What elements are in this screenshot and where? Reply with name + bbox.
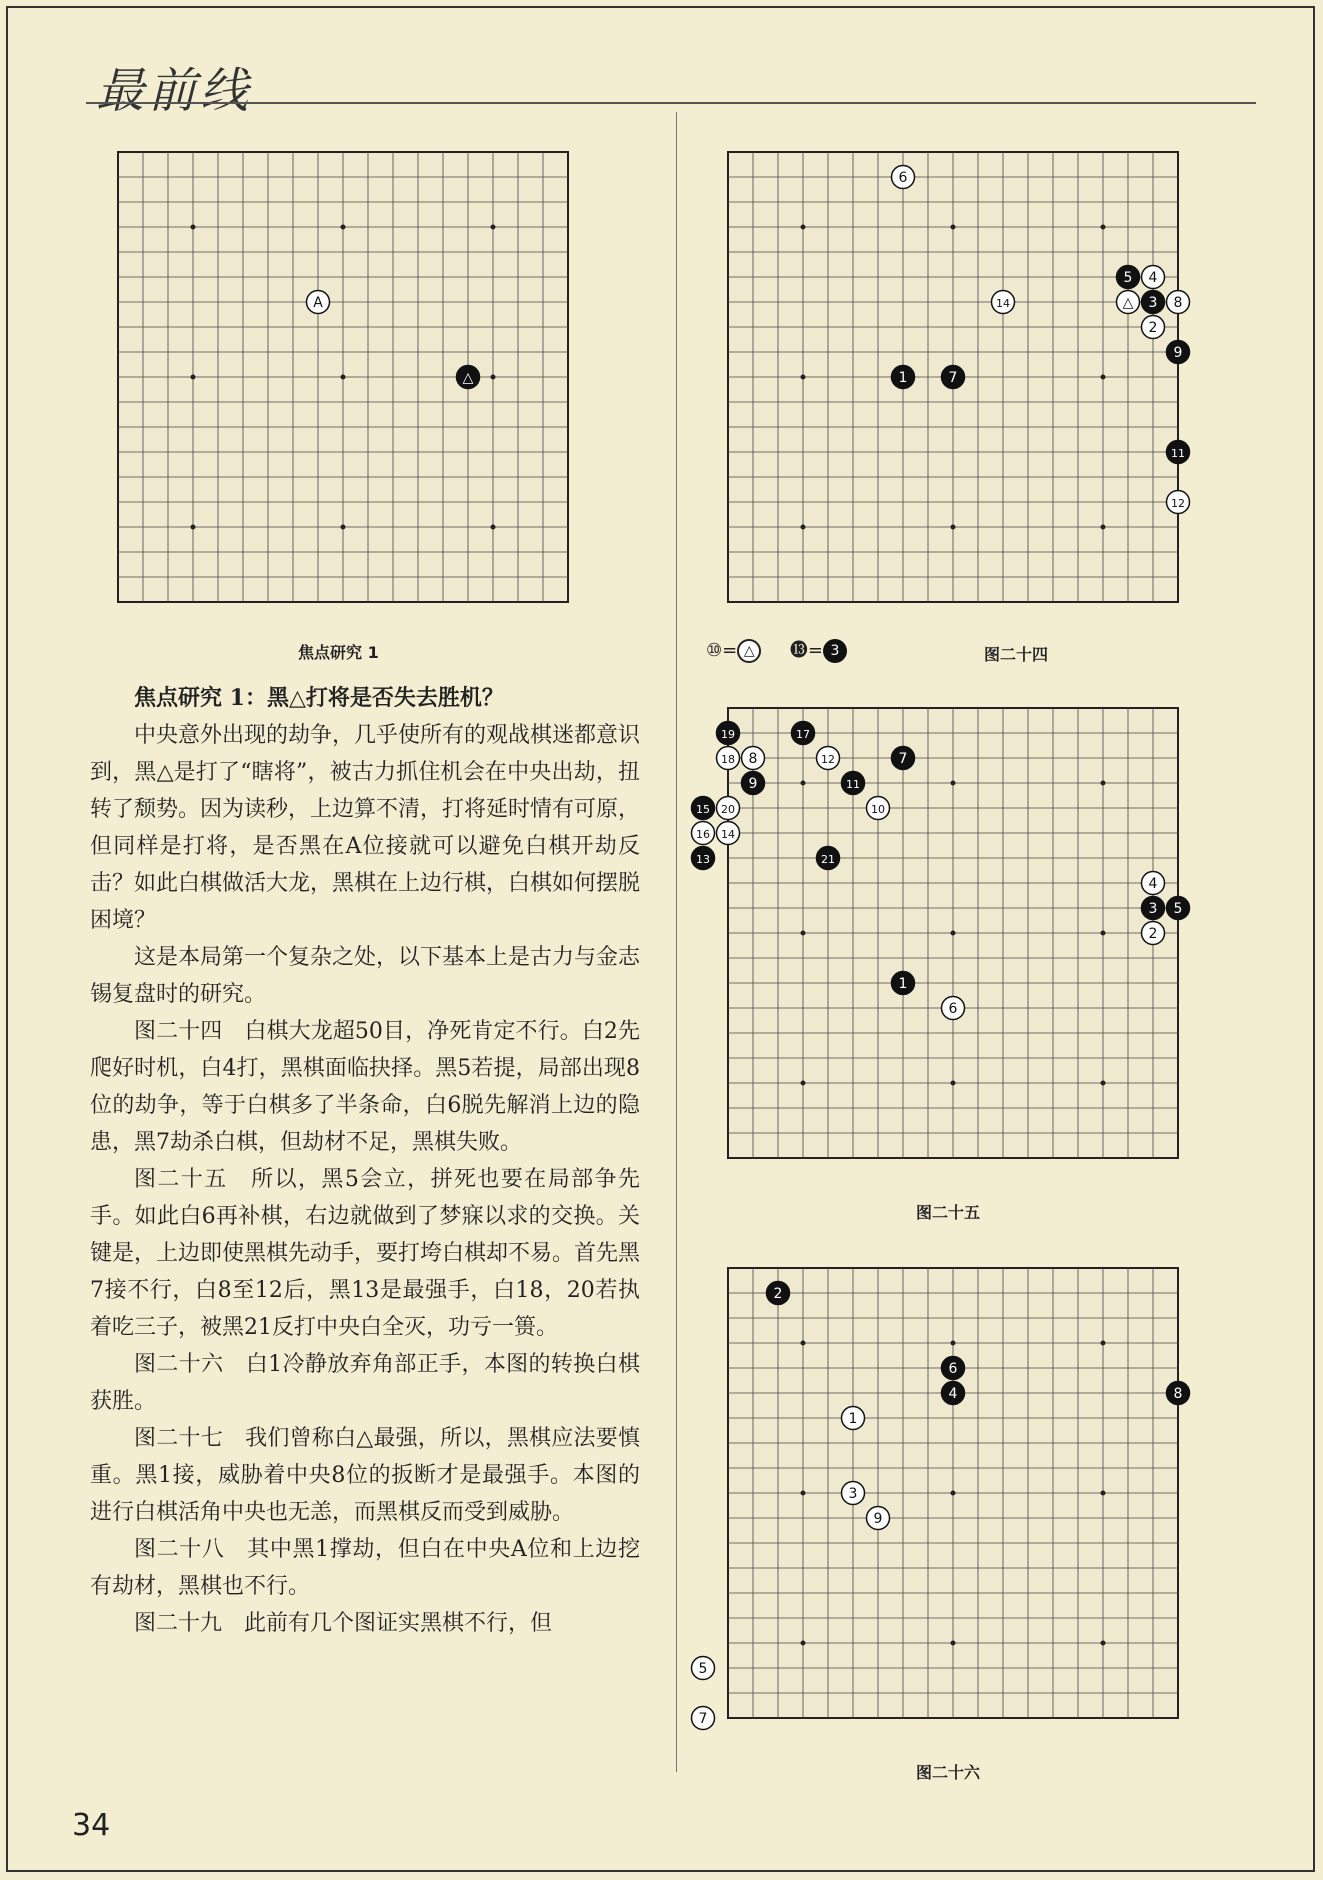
stone-marker-17 [1167,897,1190,920]
stone-marker-1 [942,1357,965,1380]
svg-text:4: 4 [1148,876,1158,892]
stone-marker-1 [457,366,480,389]
svg-text:5: 5 [698,1661,708,1677]
stone-marker-12 [1167,491,1190,514]
svg-text:9: 9 [873,1511,883,1527]
svg-text:2: 2 [1148,320,1158,336]
svg-text:8: 8 [748,751,758,767]
svg-text:19: 19 [721,728,735,741]
svg-text:6: 6 [948,1361,958,1377]
stone-marker-5 [892,747,915,770]
header-rule [86,102,1256,104]
svg-text:9: 9 [748,776,758,792]
stone-marker-4 [842,1407,865,1430]
stone-marker-8 [692,797,715,820]
svg-text:4: 4 [948,1386,958,1402]
svg-text:12: 12 [821,753,835,766]
stone-marker-19 [892,972,915,995]
paragraph-4: 图二十五 所以，黑5会立，拼死也要在局部争先手。如此白6再补棋，右边就做到了梦寐以求的交换。关键是，上边即使黑棋先动手，要打垮白棋却不易。首先黑7接不行，白8至12后，黑13是最强手，白18，20若执着吃三子，被黑21反打中央白全灭，功亏一篑。 [90,1167,641,1340]
svg-text:A: A [313,295,323,311]
triangle-mark: △ [356,1426,374,1451]
stone-marker-0 [307,291,330,314]
svg-text:6: 6 [898,170,908,186]
stone-marker-8 [692,1707,715,1730]
stone-marker-7 [692,1657,715,1680]
svg-text:20: 20 [721,803,735,816]
stone-marker-3 [1167,1382,1190,1405]
svg-text:11: 11 [1171,447,1185,460]
stone-marker-10 [867,797,890,820]
svg-text:7: 7 [898,751,908,767]
stone-marker-2 [1117,266,1140,289]
svg-text:18: 18 [721,753,735,766]
stone-marker-6 [1142,316,1165,339]
svg-text:12: 12 [1171,497,1185,510]
legend-triangle-mark: △ [737,639,761,663]
stone-marker-11 [1167,441,1190,464]
svg-text:1: 1 [898,976,908,992]
paragraph-3: 图二十四 白棋大龙超50目，净死肯定不行。白2先爬好时机，白4打，黑棋面临抉择。黑5若提，局部出现8位的劫争，等于白棋多了半条命，白6脱先解消上边的隐患，黑7劫杀白棋，但劫材不足，黑棋失败。 [90,1019,640,1155]
svg-text:16: 16 [696,828,710,841]
magazine-title: 最前线 [96,63,253,119]
svg-text:2: 2 [1148,926,1158,942]
stone-marker-18 [1142,922,1165,945]
go-diagram-26 [700,1240,1210,1750]
stone-marker-4 [1167,291,1190,314]
paragraph-6: 图二十七 我们曾称白△最强，所以，黑棋应法要慎重。黑1接，威胁着中央8位的扳断才是最强手。本图的进行白棋活角中央也无恙，而黑棋反而受到威胁。 [90,1426,640,1525]
go-diagram-24 [700,124,1210,634]
stone-marker-12 [717,822,740,845]
svg-text:7: 7 [698,1711,708,1727]
stone-marker-5 [1117,291,1140,314]
stone-marker-10 [942,366,965,389]
stone-marker-6 [742,772,765,795]
svg-text:3: 3 [1148,901,1158,917]
paragraph-1: 中央意外出现的劫争，几乎使所有的观战棋迷都意识到，黑△是打了“瞎将”，被古力抓住机会在中央出劫，扭转了颓势。因为读秒，上边算不清，打将延时情有可原，但同样是打将，是否黑在A位接就可以避免白棋开劫反击？如此白棋做活大龙，黑棋在上边行棋，白棋如何摆脱困境？ [90,723,641,933]
paragraph-7: 图二十八 其中黑1撑劫，但白在中央A位和上边挖有劫材，黑棋也不行。 [90,1537,640,1599]
svg-text:5: 5 [1123,270,1133,286]
stone-marker-3 [742,747,765,770]
stone-marker-15 [1142,872,1165,895]
svg-text:10: 10 [871,803,885,816]
focus-study-heading: 焦点研究 1：黑△打将是否失去胜机？ [134,685,504,711]
legend-item-13-label: ⓭= [789,640,823,661]
svg-text:15: 15 [696,803,710,816]
triangle-mark: △ [156,760,174,785]
stone-marker-1 [1142,266,1165,289]
svg-text:8: 8 [1173,1386,1183,1402]
stone-marker-0 [717,722,740,745]
svg-text:5: 5 [1173,901,1183,917]
stone-marker-5 [842,1482,865,1505]
svg-text:14: 14 [996,297,1010,310]
legend-stone-3-mark: 3 [823,639,847,663]
stone-marker-9 [892,366,915,389]
paragraph-5: 图二十六 白1冷静放弃角部正手，本图的转换白棋获胜。 [90,1352,640,1414]
svg-text:△: △ [462,370,474,386]
svg-text:11: 11 [846,778,860,791]
stone-marker-3 [1142,291,1165,314]
stone-marker-11 [692,822,715,845]
svg-text:3: 3 [1148,295,1158,311]
stone-marker-0 [892,166,915,189]
stone-marker-1 [792,722,815,745]
paragraph-8: 图二十九 此前有几个图证实黑棋不行，但 [134,1611,553,1636]
diagram-caption-26: 图二十六 [916,1763,981,1782]
svg-text:17: 17 [796,728,810,741]
legend-item-10-label: ⑩= [706,640,738,661]
svg-text:6: 6 [948,1001,958,1017]
stone-marker-8 [992,291,1015,314]
diagram-caption-24: 图二十四 [984,645,1049,664]
stone-marker-7 [1167,341,1190,364]
svg-text:4: 4 [1148,270,1158,286]
svg-text:△: △ [1122,295,1134,311]
stone-marker-7 [842,772,865,795]
paragraph-2: 这是本局第一个复杂之处，以下基本上是古力与金志锡复盘时的研究。 [90,945,641,1007]
stone-marker-2 [717,747,740,770]
stone-marker-16 [1142,897,1165,920]
diagram-caption-focus-study-1: 焦点研究 1 [298,643,379,662]
stone-marker-14 [817,847,840,870]
stone-marker-6 [867,1507,890,1530]
svg-text:7: 7 [948,370,958,386]
diagram-caption-25: 图二十五 [916,1203,981,1222]
svg-text:2: 2 [773,1286,783,1302]
svg-text:3: 3 [848,1486,858,1502]
svg-text:21: 21 [821,853,835,866]
diagram-24-legend [706,636,847,663]
article-body [90,680,640,1642]
stone-marker-4 [817,747,840,770]
stone-marker-0 [767,1282,790,1305]
svg-text:1: 1 [898,370,908,386]
go-diagram-focus-study-1 [90,124,600,634]
svg-text:14: 14 [721,828,735,841]
stone-marker-20 [942,997,965,1020]
svg-text:13: 13 [696,853,710,866]
go-diagram-25 [696,680,1210,1190]
svg-text:9: 9 [1173,345,1183,361]
svg-text:8: 8 [1173,295,1183,311]
page-number: 34 [72,1808,111,1843]
stone-marker-13 [692,847,715,870]
svg-text:1: 1 [848,1411,858,1427]
triangle-mark: △ [288,685,306,711]
column-divider [676,112,677,1772]
stone-marker-9 [717,797,740,820]
stone-marker-2 [942,1382,965,1405]
